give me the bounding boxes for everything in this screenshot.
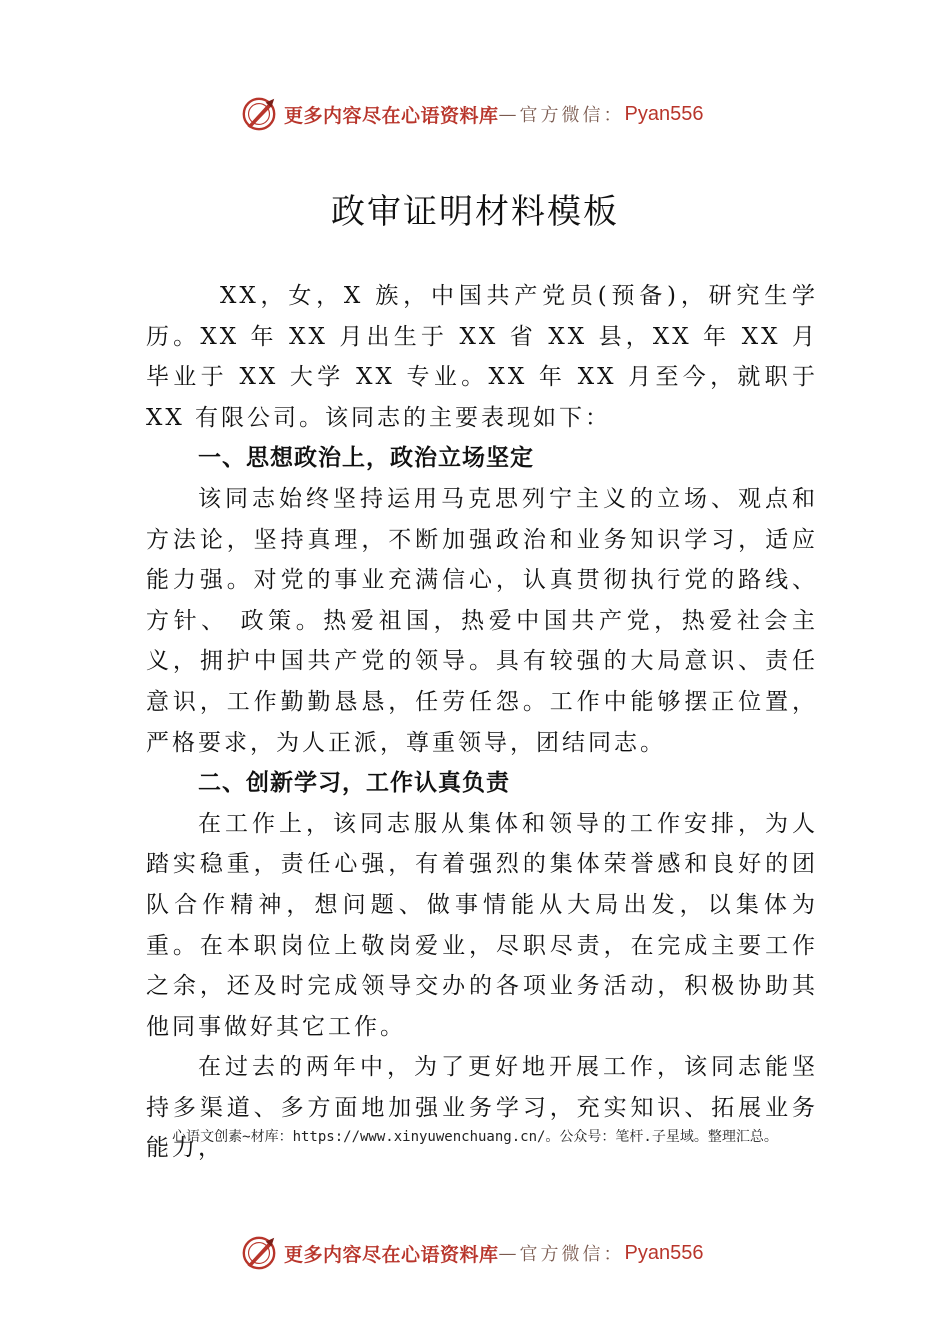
section-2-heading: 二、创新学习，工作认真负责 [198, 770, 510, 797]
pen-seal-logo-icon [240, 95, 278, 133]
intro-paragraph: XX，女，X 族，中国共产党员(预备)，研究生学历。XX 年 XX 月出生于 XX 省 XX 县，XX 年 XX 月毕业于 XX 大学 XX 专业。XX 年 XX 月至今，就职于 XX 有限公司。该同志的主要表现如下： [146, 283, 818, 431]
source-footnote: 心语文创素~材库：https://www.xinyuwenchuang.cn/。公众号：笔杆.子星域。整理汇总。 [172, 1129, 778, 1145]
banner-dash: — [498, 1242, 520, 1264]
banner-sub-text: 官方微信： [519, 105, 625, 126]
header-banner [240, 94, 703, 134]
document-body [146, 276, 818, 1169]
pen-seal-logo-icon [240, 1234, 278, 1272]
section-2-paragraph-1: 在工作上，该同志服从集体和领导的工作安排，为人踏实稳重，责任心强，有着强烈的集体荣誉感和良好的团队合作精神，想问题、做事情能从大局出发，以集体为重。在本职岗位上敬岗爱业，尽职尽责，在完成主要工作之余，还及时完成领导交办的各项业务活动，积极协助其他同事做好其它工作。 [146, 810, 818, 1040]
banner-dash: — [498, 103, 520, 125]
banner-sub-text: 官方微信： [519, 1244, 625, 1265]
section-1-heading: 一、思想政治上，政治立场坚定 [198, 445, 534, 472]
banner-wechat-id: Pyan556 [624, 1241, 704, 1264]
banner-main-text: 更多内容尽在心语资料库 [284, 104, 499, 127]
banner-main-text: 更多内容尽在心语资料库 [284, 1243, 499, 1266]
section-1-paragraph: 该同志始终坚持运用马克思列宁主义的立场、观点和方法论，坚持真理，不断加强政治和业务知识学习，适应能力强。对党的事业充满信心，认真贯彻执行党的路线、方针、 政策。热爱祖国，热爱中国共产党，热爱社会主义，拥护中国共产党的领导。具有较强的大局意识、责任意识，工作勤勤恳恳，任劳任怨。工作中能够摆正位置，严格要求，为人正派，尊重领导，团结同志。 [146, 485, 818, 756]
section-2-paragraph-2: 在过去的两年中，为了更好地开展工作，该同志能坚持多渠道、多方面地加强业务学习，充实知识、拓展业务能力， [146, 1054, 818, 1162]
footer-banner [240, 1233, 703, 1273]
banner-wechat-id: Pyan556 [624, 102, 704, 125]
document-title: 政审证明材料模板 [331, 192, 619, 232]
